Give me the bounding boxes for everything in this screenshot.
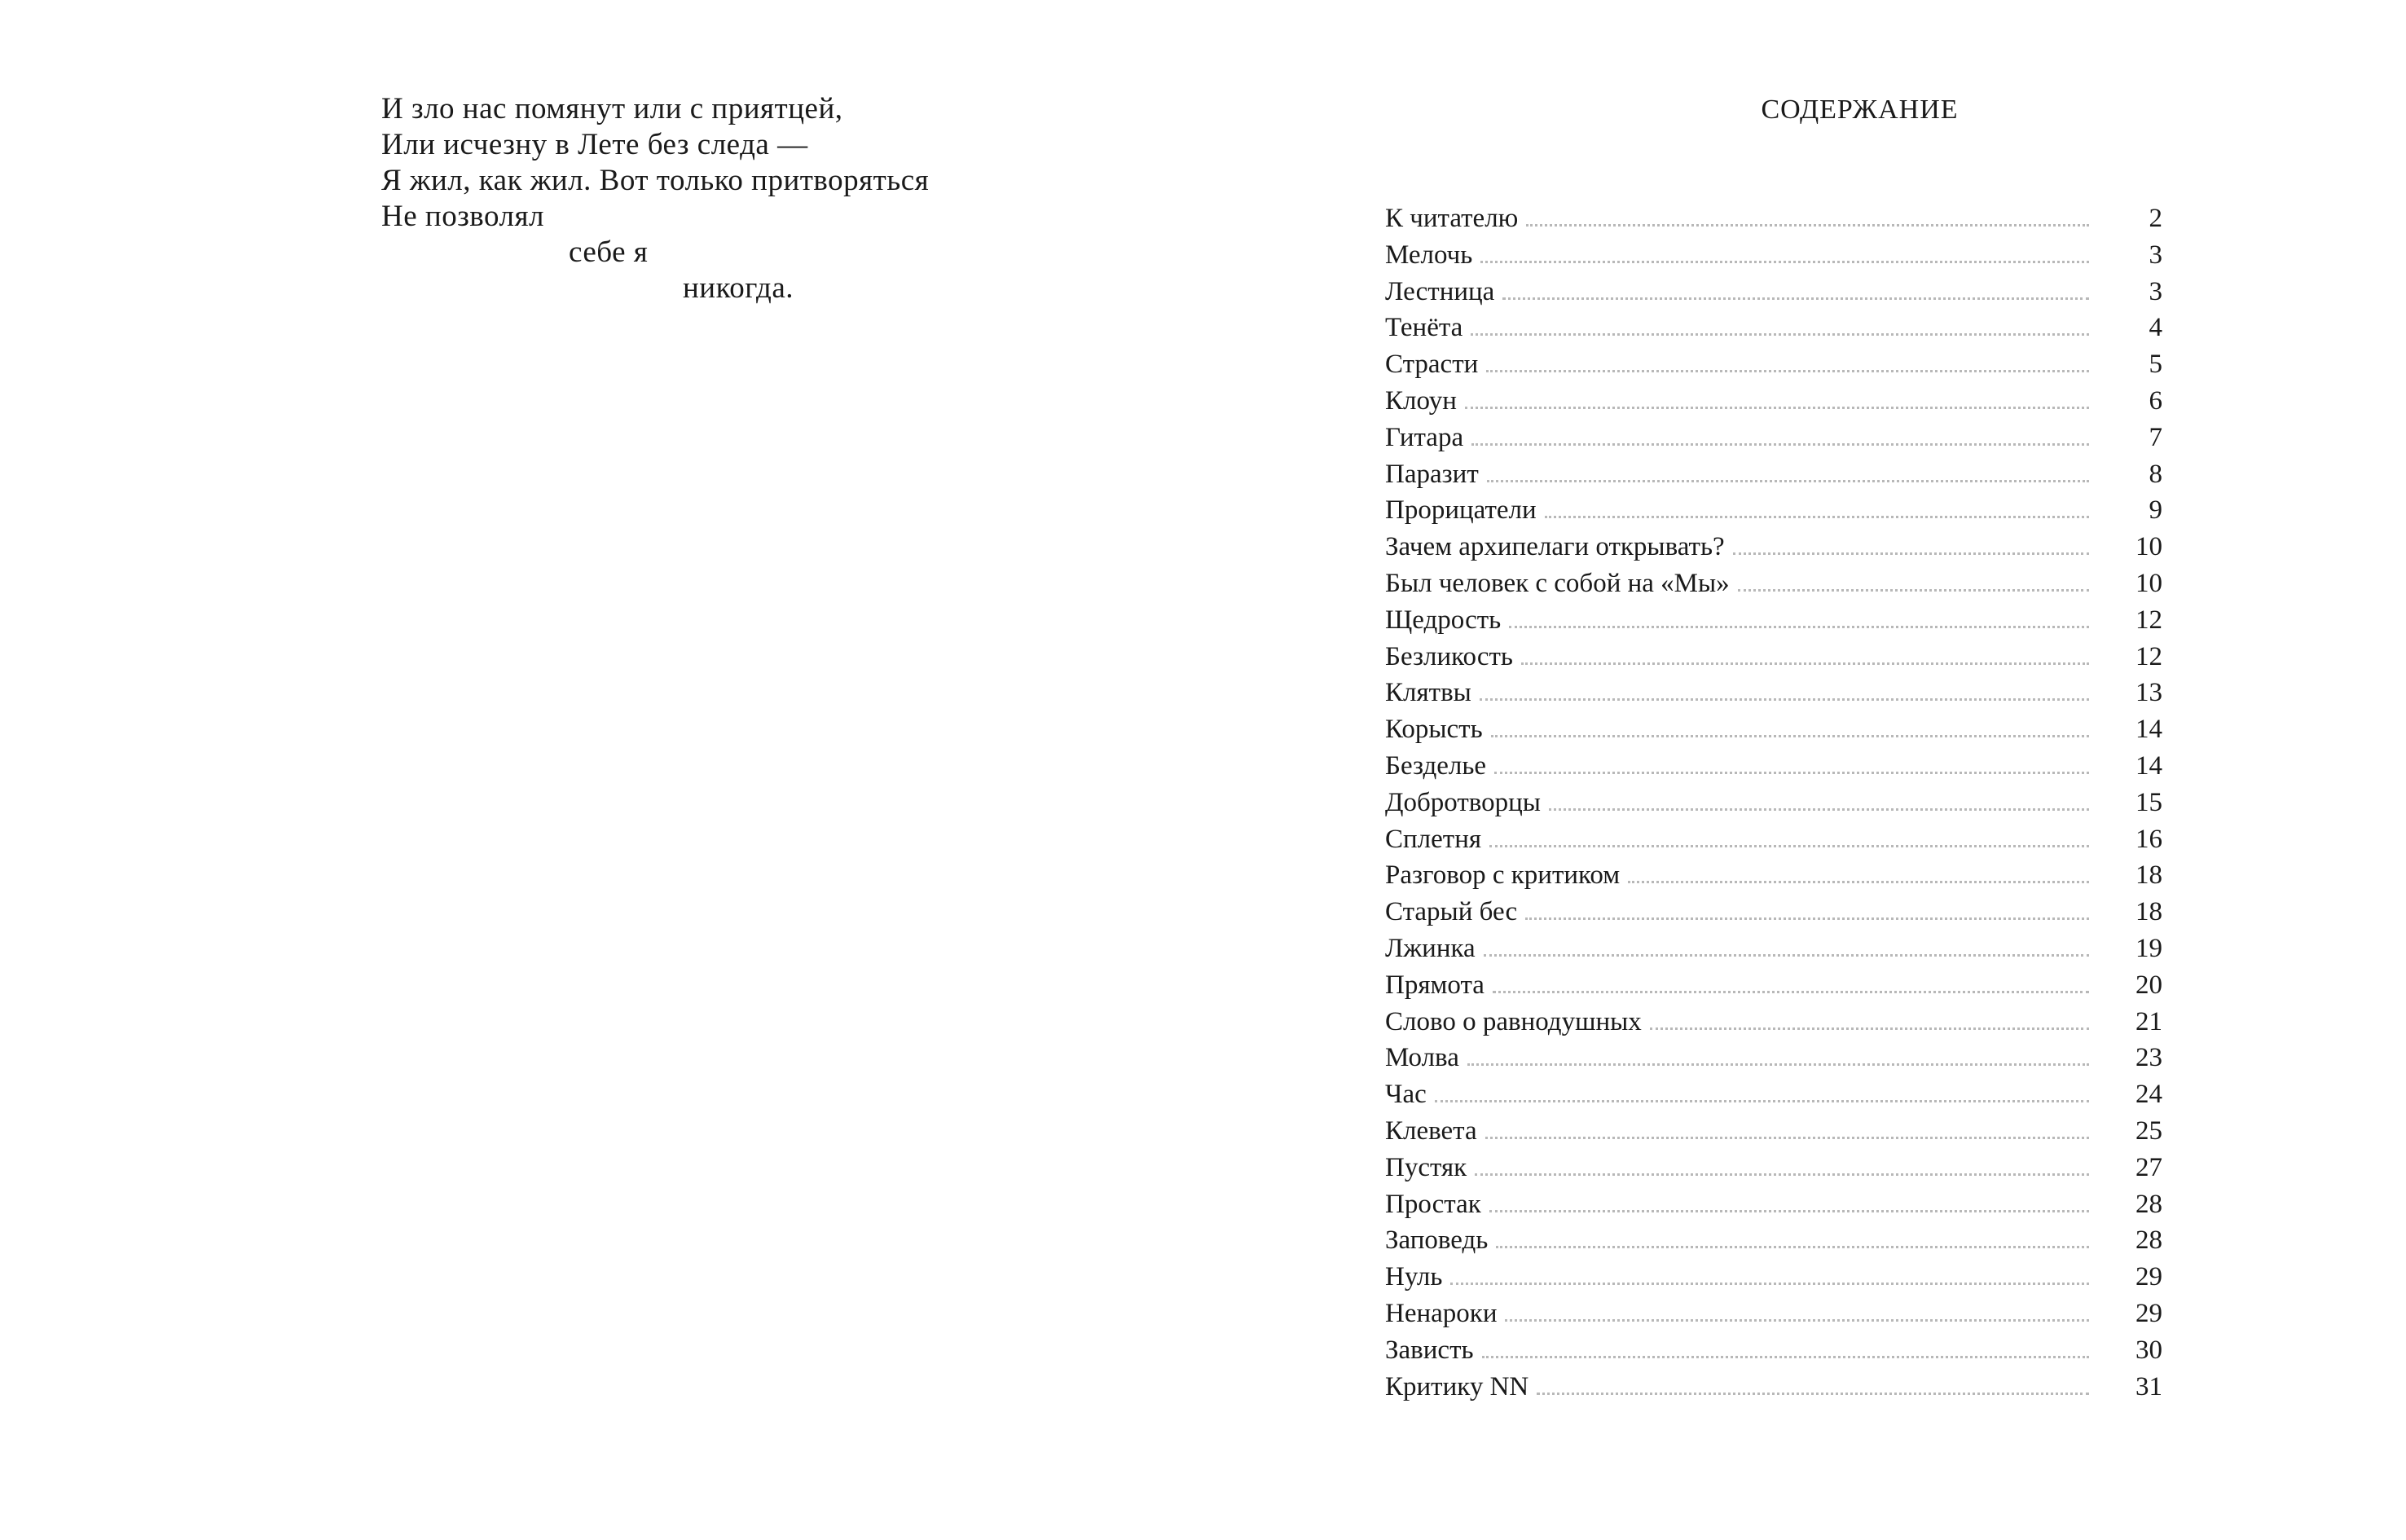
dot-leader (1738, 589, 2089, 592)
dot-leader (1435, 1100, 2089, 1102)
dot-leader (1485, 1137, 2089, 1139)
toc-entry-title: Тенёта (1385, 313, 1463, 343)
dot-leader (1475, 1173, 2089, 1176)
toc-entry[interactable] (1385, 350, 2162, 386)
dot-leader (1628, 881, 2089, 883)
toc-entry-page-number: 31 (2135, 1371, 2162, 1401)
toc-entry[interactable] (1385, 1299, 2162, 1335)
toc-entry-title: Клятвы (1385, 678, 1471, 708)
toc-entry-page-number: 19 (2135, 933, 2162, 963)
toc-entry[interactable] (1385, 642, 2162, 679)
toc-entry-title: Корысть (1385, 715, 1483, 745)
poem-line: никогда. (683, 271, 794, 305)
dot-leader (1509, 626, 2089, 628)
toc-entry-page-number: 29 (2135, 1262, 2162, 1292)
toc-entry[interactable] (1385, 1372, 2162, 1409)
toc-entry[interactable] (1385, 1043, 2162, 1080)
dot-leader (1482, 1356, 2089, 1358)
poem (381, 91, 929, 306)
dot-leader (1450, 1283, 2089, 1285)
toc-entry[interactable] (1385, 605, 2162, 642)
toc-entry[interactable] (1385, 1190, 2162, 1226)
dot-leader (1496, 1246, 2089, 1248)
toc-entry-page-number: 18 (2135, 860, 2162, 891)
toc-entry-title: Безликость (1385, 641, 1513, 671)
dot-leader (1494, 772, 2089, 774)
dot-leader (1650, 1027, 2089, 1030)
toc-entry-page-number: 25 (2135, 1115, 2162, 1146)
toc-entry-title: Молва (1385, 1043, 1459, 1073)
toc-entry-page-number: 8 (2149, 459, 2162, 489)
toc-entry-page-number: 27 (2135, 1152, 2162, 1182)
toc-entry-title: Сплетня (1385, 824, 1482, 854)
toc-entry-page-number: 12 (2135, 605, 2162, 635)
toc-entry-page-number: 7 (2149, 422, 2162, 452)
dot-leader (1471, 443, 2089, 446)
right-page (1203, 0, 2406, 1540)
toc-entry-title: Был человек с собой на «Мы» (1385, 568, 1730, 598)
toc-entry-page-number: 14 (2135, 750, 2162, 781)
toc-entry-title: Прорицатели (1385, 495, 1537, 526)
toc-entry[interactable] (1385, 1007, 2162, 1044)
toc-entry-title: Ненароки (1385, 1298, 1498, 1328)
dot-leader (1493, 991, 2089, 993)
toc-entry[interactable] (1385, 569, 2162, 605)
toc-entry-title: Простак (1385, 1189, 1481, 1219)
dot-leader (1467, 1063, 2089, 1066)
toc-entry-title: Старый бес (1385, 897, 1518, 927)
toc-entry[interactable] (1385, 825, 2162, 861)
toc-entry-title: Разговор с критиком (1385, 860, 1621, 891)
dot-leader (1733, 552, 2089, 555)
toc-entry[interactable] (1385, 386, 2162, 423)
toc-entry[interactable] (1385, 423, 2162, 460)
poem-line: Не позволял (381, 200, 544, 233)
toc-entry-page-number: 3 (2149, 240, 2162, 270)
toc-entry-page-number: 13 (2135, 678, 2162, 708)
toc-entry[interactable] (1385, 1225, 2162, 1262)
toc-entry-page-number: 5 (2149, 350, 2162, 380)
dot-leader (1484, 954, 2089, 957)
poem-line: себе я (569, 235, 649, 269)
toc-entry-page-number: 28 (2135, 1225, 2162, 1256)
dot-leader (1505, 1319, 2089, 1322)
poem-line: Или исчезну в Лете без следа — (381, 128, 808, 161)
toc-entry-title: Час (1385, 1080, 1427, 1110)
toc-entry[interactable] (1385, 715, 2162, 751)
dot-leader (1545, 516, 2089, 518)
toc-entry-title: Зачем архипелаги открывать? (1385, 532, 1725, 562)
poem-line: Я жил, как жил. Вот только притворяться (381, 164, 930, 197)
dot-leader (1487, 480, 2089, 482)
toc-entry-title: Клевета (1385, 1115, 1477, 1146)
dot-leader (1526, 224, 2089, 227)
toc-entry-page-number: 18 (2135, 897, 2162, 927)
toc-entry-title: Лжинка (1385, 933, 1476, 963)
toc-entry-title: Безделье (1385, 750, 1487, 781)
toc-entry-page-number: 15 (2135, 787, 2162, 817)
toc-entry-title: Заповедь (1385, 1225, 1489, 1256)
toc-entry-page-number: 10 (2135, 568, 2162, 598)
dot-leader (1465, 407, 2089, 409)
toc-entry-page-number: 29 (2135, 1298, 2162, 1328)
dot-leader (1521, 662, 2089, 665)
dot-leader (1549, 808, 2089, 811)
dot-leader (1502, 297, 2089, 300)
toc-entry-page-number: 21 (2135, 1006, 2162, 1036)
toc-title: СОДЕРЖАНИЕ (1761, 95, 1959, 125)
toc-entry-page-number: 3 (2149, 276, 2162, 306)
toc-entry[interactable] (1385, 240, 2162, 277)
toc-entry-title: Добротворцы (1385, 787, 1541, 817)
toc-entry[interactable] (1385, 277, 2162, 314)
toc-entry-page-number: 10 (2135, 532, 2162, 562)
toc-entry-title: Страсти (1385, 350, 1479, 380)
toc-entry-page-number: 14 (2135, 715, 2162, 745)
toc-entry-page-number: 2 (2149, 204, 2162, 233)
toc-entry-title: Слово о равнодушных (1385, 1006, 1642, 1036)
toc-entry[interactable] (1385, 204, 2162, 240)
toc-entry[interactable] (1385, 1080, 2162, 1116)
toc-entry-page-number: 20 (2135, 970, 2162, 1000)
toc-entry[interactable] (1385, 495, 2162, 532)
toc-entry-title: Прямота (1385, 970, 1485, 1000)
toc-entry-page-number: 9 (2149, 495, 2162, 526)
toc-entry-title: Пустяк (1385, 1152, 1467, 1182)
toc-entry-title: Гитара (1385, 422, 1464, 452)
toc-entry-page-number: 16 (2135, 824, 2162, 854)
toc-entry-page-number: 6 (2149, 385, 2162, 416)
toc-entry-title: Щедрость (1385, 605, 1502, 635)
dot-leader (1525, 917, 2089, 920)
toc-entry-title: Мелочь (1385, 240, 1473, 270)
toc-entry-title: Зависть (1385, 1335, 1474, 1365)
toc-entry[interactable] (1385, 788, 2162, 825)
dot-leader (1480, 698, 2089, 701)
dot-leader (1489, 1210, 2089, 1212)
dot-leader (1480, 261, 2089, 263)
toc-entry-title: Нуль (1385, 1262, 1443, 1292)
toc-entry[interactable] (1385, 970, 2162, 1007)
toc-entry[interactable] (1385, 860, 2162, 897)
dot-leader (1471, 333, 2089, 336)
table-of-contents (1385, 204, 2162, 1408)
toc-entry[interactable] (1385, 1116, 2162, 1153)
toc-entry[interactable] (1385, 1153, 2162, 1190)
toc-entry-page-number: 4 (2149, 313, 2162, 343)
toc-entry[interactable] (1385, 1262, 2162, 1299)
toc-entry-page-number: 24 (2135, 1080, 2162, 1110)
toc-entry[interactable] (1385, 678, 2162, 715)
toc-entry[interactable] (1385, 313, 2162, 350)
toc-entry[interactable] (1385, 460, 2162, 496)
toc-entry-title: Критику NN (1385, 1371, 1529, 1401)
toc-entry-title: Клоун (1385, 385, 1457, 416)
toc-entry-page-number: 28 (2135, 1189, 2162, 1219)
dot-leader (1489, 845, 2089, 847)
toc-entry-page-number: 30 (2135, 1335, 2162, 1365)
toc-entry-title: Паразит (1385, 459, 1479, 489)
toc-entry[interactable] (1385, 751, 2162, 788)
toc-entry[interactable] (1385, 934, 2162, 970)
toc-entry[interactable] (1385, 1335, 2162, 1372)
toc-entry-title: Лестница (1385, 276, 1495, 306)
dot-leader (1491, 735, 2089, 737)
toc-entry[interactable] (1385, 897, 2162, 934)
toc-entry-title: К читателю (1385, 204, 1519, 233)
toc-entry-page-number: 23 (2135, 1043, 2162, 1073)
toc-entry[interactable] (1385, 532, 2162, 569)
dot-leader (1537, 1393, 2089, 1395)
toc-entry-page-number: 12 (2135, 641, 2162, 671)
poem-line: И зло нас помянут или с приятцей, (381, 92, 843, 125)
dot-leader (1486, 370, 2089, 372)
